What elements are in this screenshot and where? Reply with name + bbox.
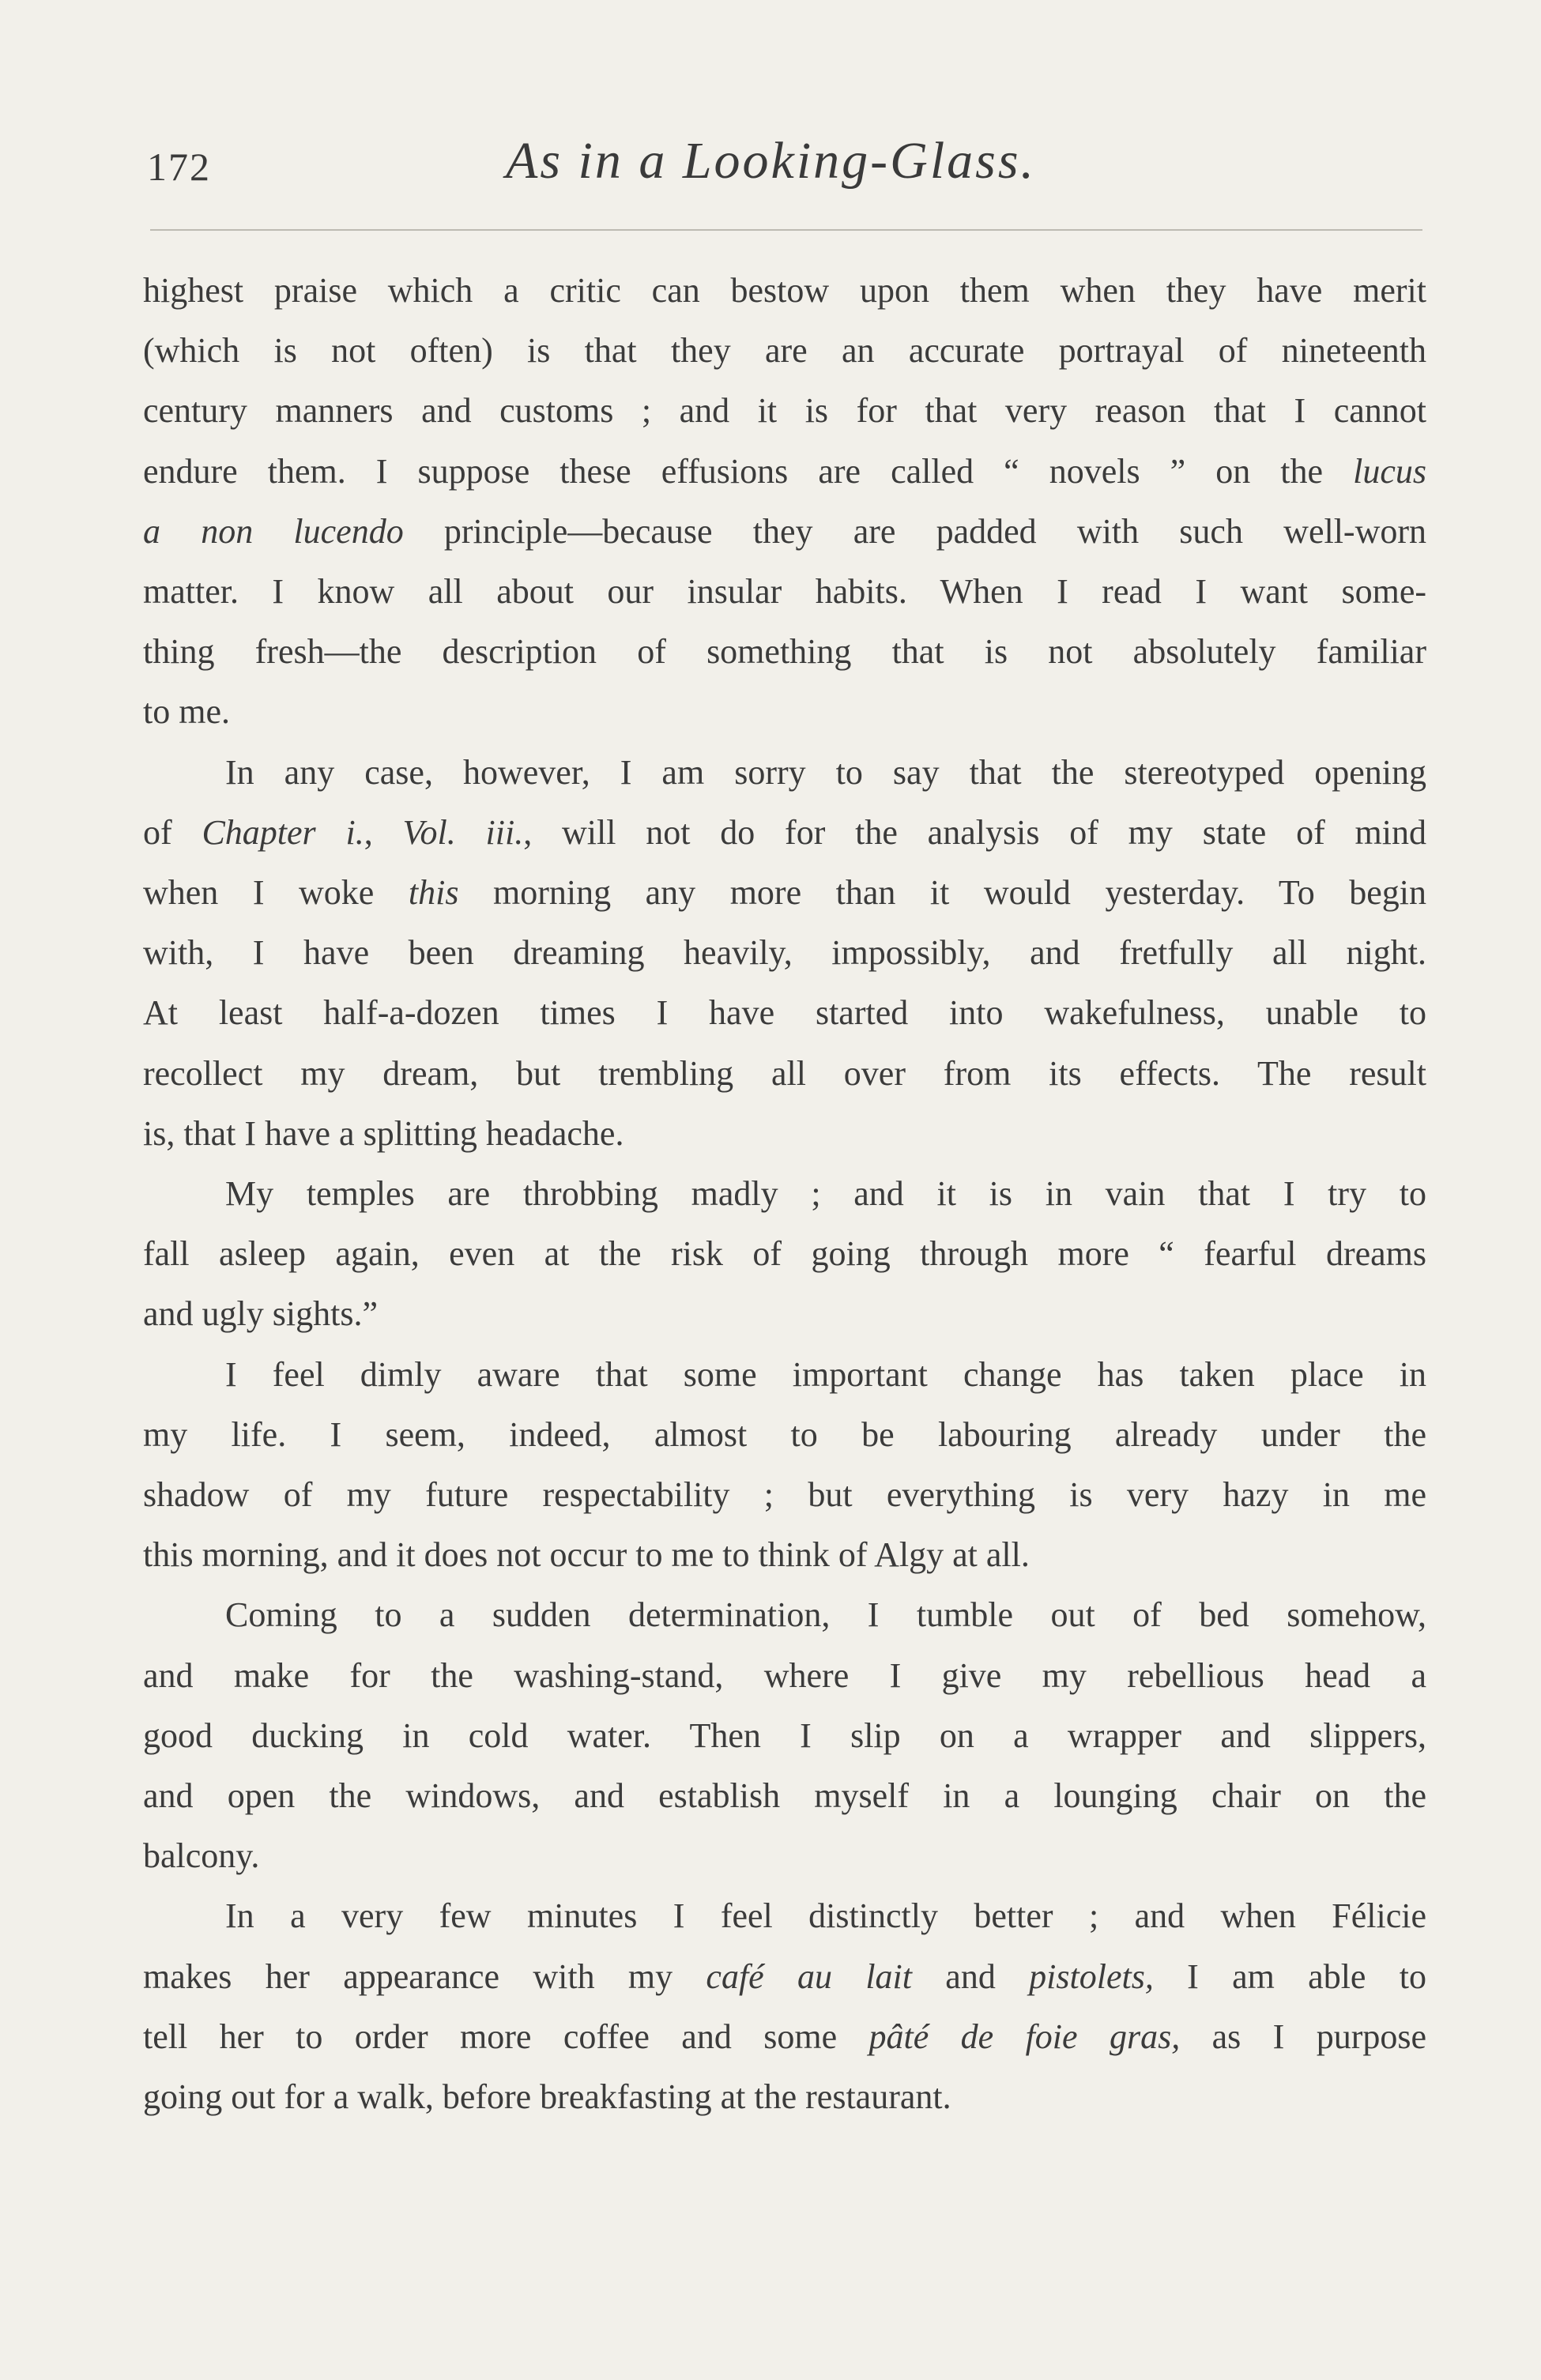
text-segment: I am able to	[1153, 1956, 1426, 1996]
paragraph-4-cont	[143, 1405, 1426, 1586]
text-line: At least half-a-dozen times I have started into wakefulness, unable to	[143, 993, 1426, 1033]
running-title: As in a Looking-Glass.	[506, 132, 1037, 190]
italic-term: Chapter i.	[202, 812, 364, 852]
text-line: thing fresh—the description of something that is not absolutely familiar	[143, 632, 1426, 672]
text-segment: endure them. I suppose these effusions are called “ novels ” on the	[143, 451, 1354, 491]
text-line: In any case, however, I am sorry to say that the stereotyped opening	[225, 752, 1426, 792]
body-text	[143, 261, 1426, 2127]
text-line: My temples are throbbing madly ; and it is in vain that I try to	[225, 1174, 1426, 1214]
paragraph-6-cont	[143, 1947, 1426, 2128]
text-line: going out for a walk, before breakfasting at the restaurant.	[143, 2077, 951, 2117]
text-line: recollect my dream, but trembling all over from its effects. The result	[143, 1053, 1426, 1093]
italic-term: pistolets,	[1029, 1956, 1154, 1996]
paragraph-4	[143, 1345, 1426, 1405]
page-number: 172	[147, 145, 211, 189]
text-segment: of	[143, 812, 202, 852]
text-line: Coming to a sudden determination, I tumble out of bed somehow,	[225, 1595, 1426, 1635]
italic-term: café au lait	[706, 1956, 912, 1996]
text-line: is, that I have a splitting headache.	[143, 1113, 624, 1153]
text-line-with-italic	[143, 803, 1426, 863]
text-line: I feel dimly aware that some important change has taken place in	[225, 1354, 1426, 1394]
text-line: to me.	[143, 692, 230, 732]
text-line: balcony.	[143, 1836, 260, 1876]
text-segment: morning any more than it would yesterday. To begin	[458, 873, 1426, 913]
paragraph-3	[143, 1164, 1426, 1224]
text-line-with-italic	[143, 863, 1426, 923]
italic-term: a non lucendo	[143, 511, 404, 551]
italic-term: Vol. iii.	[402, 812, 524, 852]
text-line: this morning, and it does not occur to me to think of Algy at all.	[143, 1535, 1030, 1575]
text-segment: , will not do for the analysis of my state of mind	[523, 812, 1426, 852]
paragraph-2	[143, 743, 1426, 803]
paragraph-6	[143, 1886, 1426, 1946]
paragraph-5-cont	[143, 1646, 1426, 1887]
text-line-with-italic	[143, 1947, 1426, 2007]
paragraph-1	[143, 261, 1426, 743]
text-segment: when I woke	[143, 873, 409, 913]
text-line-with-italic	[143, 502, 1426, 562]
paragraph-5	[143, 1585, 1426, 1645]
text-line: matter. I know all about our insular habits. When I read I want some-	[143, 572, 1426, 612]
text-line: and ugly sights.”	[143, 1294, 378, 1334]
text-line: my life. I seem, indeed, almost to be labouring already under the	[143, 1414, 1426, 1454]
text-line: and open the windows, and establish myself in a lounging chair on the	[143, 1776, 1426, 1816]
text-segment: as I purpose	[1180, 2017, 1426, 2056]
text-line: (which is not often) is that they are an accurate portrayal of nineteenth	[143, 331, 1426, 371]
text-line: and make for the washing-stand, where I give my rebellious head a	[143, 1655, 1426, 1695]
text-segment: ,	[364, 812, 403, 852]
text-line: with, I have been dreaming heavily, impossibly, and fretfully all night.	[143, 933, 1426, 973]
text-line: shadow of my future respectability ; but everything is very hazy in me	[143, 1475, 1426, 1515]
text-line-with-italic	[143, 2007, 1426, 2067]
italic-term: this	[408, 873, 459, 913]
text-line: century manners and customs ; and it is for that very reason that I cannot	[143, 391, 1426, 431]
header-rule	[150, 229, 1422, 231]
text-line: good ducking in cold water. Then I slip on a wrapper and slippers,	[143, 1715, 1426, 1755]
paragraph-2-cont	[143, 803, 1426, 1164]
italic-term: lucus	[1353, 451, 1426, 491]
text-segment: makes her appearance with my	[143, 1956, 706, 1996]
text-segment: principle—because they are padded with such well-worn	[403, 511, 1426, 551]
text-line-with-italic	[143, 442, 1426, 502]
italic-term: pâté de foie gras,	[868, 2017, 1181, 2056]
text-segment: and	[912, 1956, 1030, 1996]
paragraph-3-cont	[143, 1224, 1426, 1344]
text-line: In a very few minutes I feel distinctly better ; and when Félicie	[225, 1896, 1426, 1936]
text-line: fall asleep again, even at the risk of going through more “ fearful dreams	[143, 1234, 1426, 1274]
text-segment: tell her to order more coffee and some	[143, 2017, 869, 2056]
text-line: highest praise which a critic can bestow upon them when they have merit	[143, 271, 1426, 310]
